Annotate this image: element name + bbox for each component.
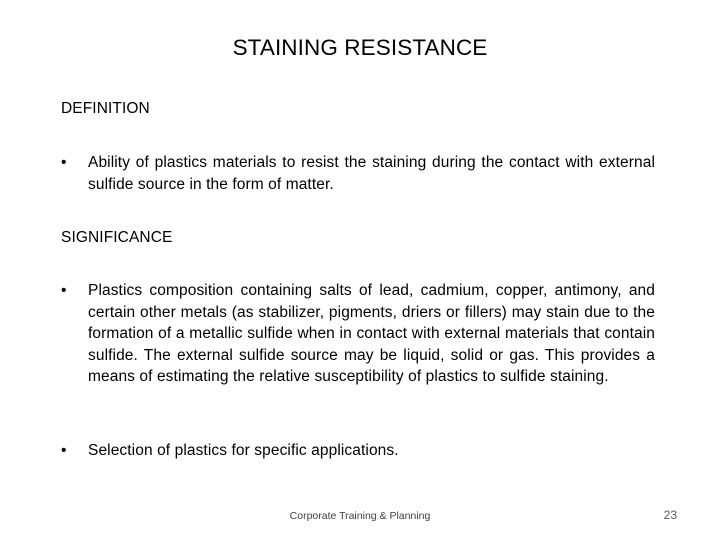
- bullet-icon: •: [61, 282, 67, 299]
- definition-bullet-text: Ability of plastics materials to resist the staining during the contact with external sulfide source in the form of matter.: [88, 154, 655, 193]
- significance-heading: SIGNIFICANCE: [61, 229, 173, 246]
- slide-title: STAINING RESISTANCE: [232, 35, 488, 60]
- definition-heading: DEFINITION: [61, 100, 150, 117]
- bullet-icon: •: [61, 154, 67, 171]
- bullet-icon: •: [61, 442, 67, 459]
- significance-bullet-2: [61, 440, 655, 462]
- footer-text: Corporate Training & Planning: [289, 510, 431, 522]
- significance-bullet-1: [61, 280, 655, 388]
- page-number: 23: [663, 508, 677, 522]
- definition-bullet: [61, 152, 655, 195]
- significance-bullet-1-text: Plastics composition containing salts of lead, cadmium, copper, antimony, and certain other metals (as stabilizer, pigments, driers or fillers) may stain due to the formation of a metallic sulfide when in contact with external materials that contain sulfide. The external sulfide source may be liquid, solid or gas. This provides a means of estimating the relative susceptibility of plastics to sulfide staining.: [88, 282, 655, 385]
- significance-bullet-2-text: Selection of plastics for specific applications.: [88, 442, 399, 459]
